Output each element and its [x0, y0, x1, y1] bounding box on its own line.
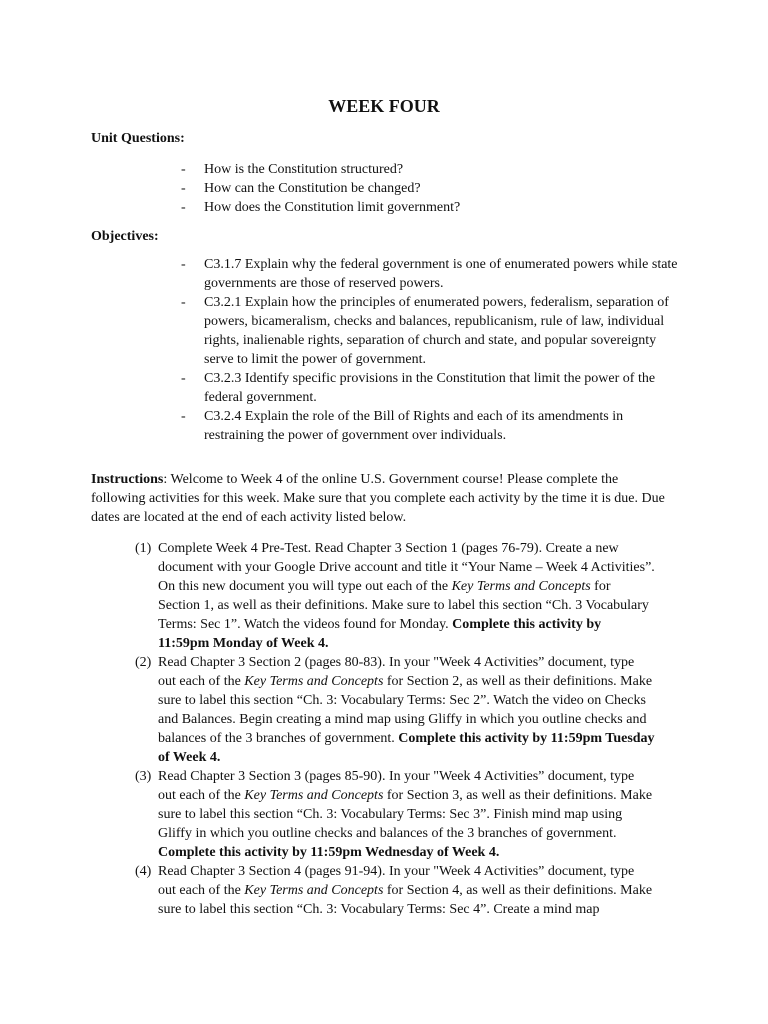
item-number: (3) [135, 769, 152, 784]
list-item: - C3.2.4 Explain the role of the Bill of Rights and each of its amendments in restraining the power of government over individuals. [181, 407, 681, 445]
page-title: WEEK FOUR [328, 96, 440, 116]
objectives-heading: Objectives: [91, 229, 159, 244]
item-number: (2) [135, 655, 152, 670]
activity-text: Read Chapter 3 Section 3 (pages 85-90). In your "Week 4 Activities” document, type out each of the [158, 769, 635, 803]
activity-text: Read Chapter 3 Section 2 (pages 80-83). In your "Week 4 Activities” document, type out each of the [158, 655, 635, 689]
list-item: - C3.2.1 Explain how the principles of enumerated powers, federalism, separation of powers, bicameralism, checks and balances, republicanism, rule of law, individual rights, inalienable rights, separation of church and state, and popular sovereignty serve to limit the power of government. [181, 293, 681, 369]
unit-questions-heading: Unit Questions: [91, 131, 185, 146]
list-item [135, 862, 655, 919]
activity-due: Complete this activity by 11:59pm Wednesday of Week 4. [158, 845, 500, 860]
list-item [135, 767, 655, 862]
activity-text: Complete Week 4 Pre-Test. Read Chapter 3 Section 1 (pages 76-79). Create a new document with your Google Drive account and title it “Your Name – Week 4 Activities”. On this new document you will type out each of the [158, 541, 655, 594]
list-item [135, 539, 655, 653]
activity-key-terms: Key Terms and Concepts [244, 674, 384, 689]
activity-key-terms: Key Terms and Concepts [451, 579, 591, 594]
objectives-list [181, 255, 681, 445]
activity-text: for Section 3, as well as their definitions. Make sure to label this section “Ch. 3: Vocabulary Terms: Sec 3”. Finish mind map using Gliffy in which you outline checks and balances of the 3 branches of government. [158, 788, 653, 841]
activity-key-terms: Key Terms and Concepts [244, 883, 384, 898]
list-item: - How does the Constitution limit government? [181, 198, 681, 217]
instructions-text: : Welcome to Week 4 of the online U.S. Government course! Please complete the following activities for this week. Make sure that you complete each activity by the time it is due. Due dates are located at the end of each activity listed below. [91, 472, 665, 525]
activity-due: Complete this activity by 11:59pm Monday of Week 4. [158, 617, 602, 651]
activity-text: for Section 4, as well as their definitions. Make sure to label this section “Ch. 3: Vocabulary Terms: Sec 4”. Create a mind map [158, 883, 653, 917]
list-item: - C3.2.3 Identify specific provisions in the Constitution that limit the power of the federal government. [181, 369, 681, 407]
unit-questions-list [181, 160, 681, 217]
list-item: - How can the Constitution be changed? [181, 179, 681, 198]
instructions-paragraph [91, 470, 671, 527]
list-item: - C3.1.7 Explain why the federal government is one of enumerated powers while state governments are those of reserved powers. [181, 255, 681, 293]
activity-due: Complete this activity by 11:59pm Tuesday of Week 4. [158, 731, 655, 765]
list-item: - How is the Constitution structured? [181, 160, 681, 179]
instructions-label: Instructions [91, 472, 164, 487]
activity-key-terms: Key Terms and Concepts [244, 788, 384, 803]
activity-text: for Section 2, as well as their definitions. Make sure to label this section “Ch. 3: Vocabulary Terms: Sec 2”. Watch the video on Checks and Balances. Begin creating a mind map using Gliffy in which you outline checks and balances of the 3 branches of government. [158, 674, 653, 746]
activity-text: Read Chapter 3 Section 4 (pages 91-94). In your "Week 4 Activities” document, type out each of the [158, 864, 635, 898]
item-number: (4) [135, 864, 152, 879]
list-item [135, 653, 655, 767]
item-number: (1) [135, 541, 152, 556]
activity-text: for Section 1, as well as their definitions. Make sure to label this section “Ch. 3 Vocabulary Terms: Sec 1”. Watch the videos found for Monday. [158, 579, 649, 632]
activities-list [135, 539, 655, 919]
